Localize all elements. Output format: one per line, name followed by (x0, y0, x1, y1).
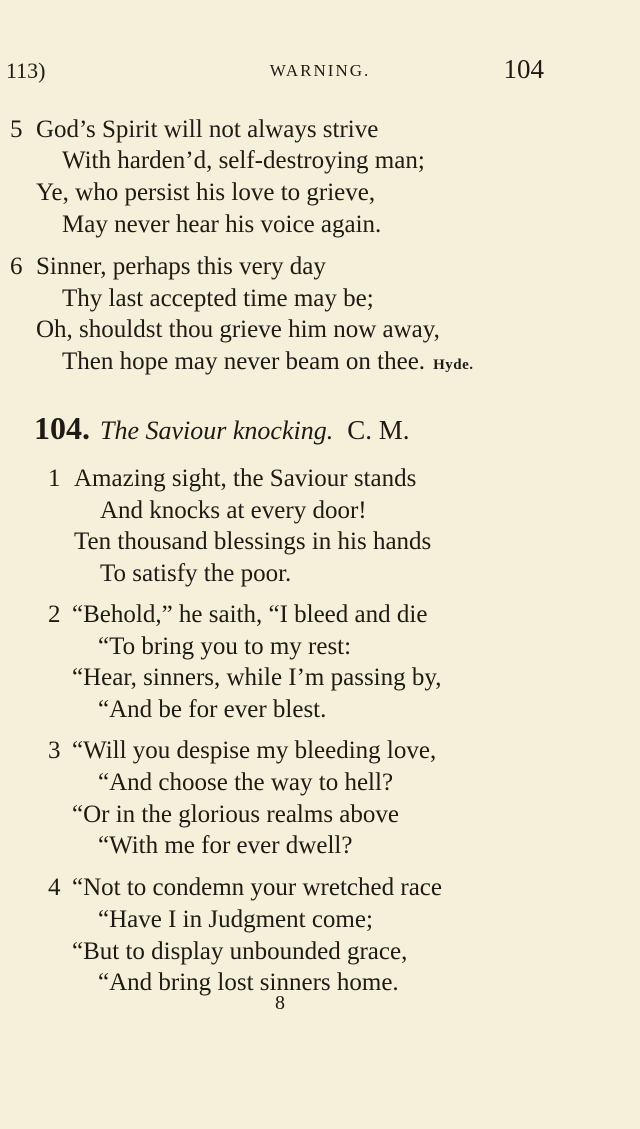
verse-line: With harden’d, self-destroying man; (62, 147, 425, 174)
verse-line: To satisfy the poor. (100, 560, 292, 587)
verse-line-text: Then hope may never beam on thee. (62, 348, 426, 375)
verse-line: “And bring lost sinners home. (98, 969, 399, 996)
verse-line: “And be for ever blest. (98, 696, 327, 723)
stanza-number: 6 (10, 253, 23, 280)
hymn-meter: C. M. (347, 415, 410, 445)
verse-line: Ye, who persist his love to grieve, (36, 179, 376, 206)
verse-line: God’s Spirit will not always strive (36, 116, 379, 143)
running-header (0, 52, 640, 88)
hymn-title: The Saviour knocking. (100, 416, 334, 445)
verse-line: And knocks at every door! (100, 497, 367, 524)
verse-line: Sinner, perhaps this very day (36, 253, 326, 280)
verse-line: “But to display unbounded grace, (72, 938, 408, 965)
verse-line: May never hear his voice again. (62, 211, 382, 238)
verse-line (62, 347, 473, 380)
verse-line: Oh, shouldst thou grieve him now away, (36, 316, 440, 343)
signature-mark: 8 (275, 992, 285, 1014)
stanza-number: 5 (10, 116, 23, 143)
stanza-number: 3 (48, 737, 61, 764)
header-hymn-range: 113) (6, 58, 46, 83)
verse-line: “To bring you to my rest: (98, 633, 352, 660)
verse-line: “With me for ever dwell? (98, 832, 353, 859)
verse-line: “Have I in Judgment come; (98, 906, 373, 933)
verse-line: “And choose the way to hell? (98, 769, 394, 796)
stanza-number: 2 (48, 601, 61, 628)
hymn-number: 104. (34, 410, 90, 446)
stanza-number: 1 (48, 465, 61, 492)
hymn-heading (34, 410, 410, 447)
header-hymn-number: 104 (503, 54, 544, 84)
verse-line: Amazing sight, the Saviour stands (74, 465, 417, 492)
stanza-number: 4 (48, 874, 61, 901)
verse-line: “Not to condemn your wretched race (72, 874, 442, 901)
verse-line: Ten thousand blessings in his hands (74, 528, 432, 555)
verse-line: “Will you despise my bleeding love, (72, 737, 437, 764)
header-section-title: WARNING. (269, 61, 371, 80)
verse-line: “Or in the glorious realms above (72, 801, 399, 828)
verse-line: “Hear, sinners, while I’m passing by, (72, 664, 442, 691)
hymn-author: Hyde. (433, 357, 474, 373)
verse-line: “Behold,” he saith, “I bleed and die (72, 601, 428, 628)
verse-line: Thy last accepted time may be; (62, 285, 374, 312)
